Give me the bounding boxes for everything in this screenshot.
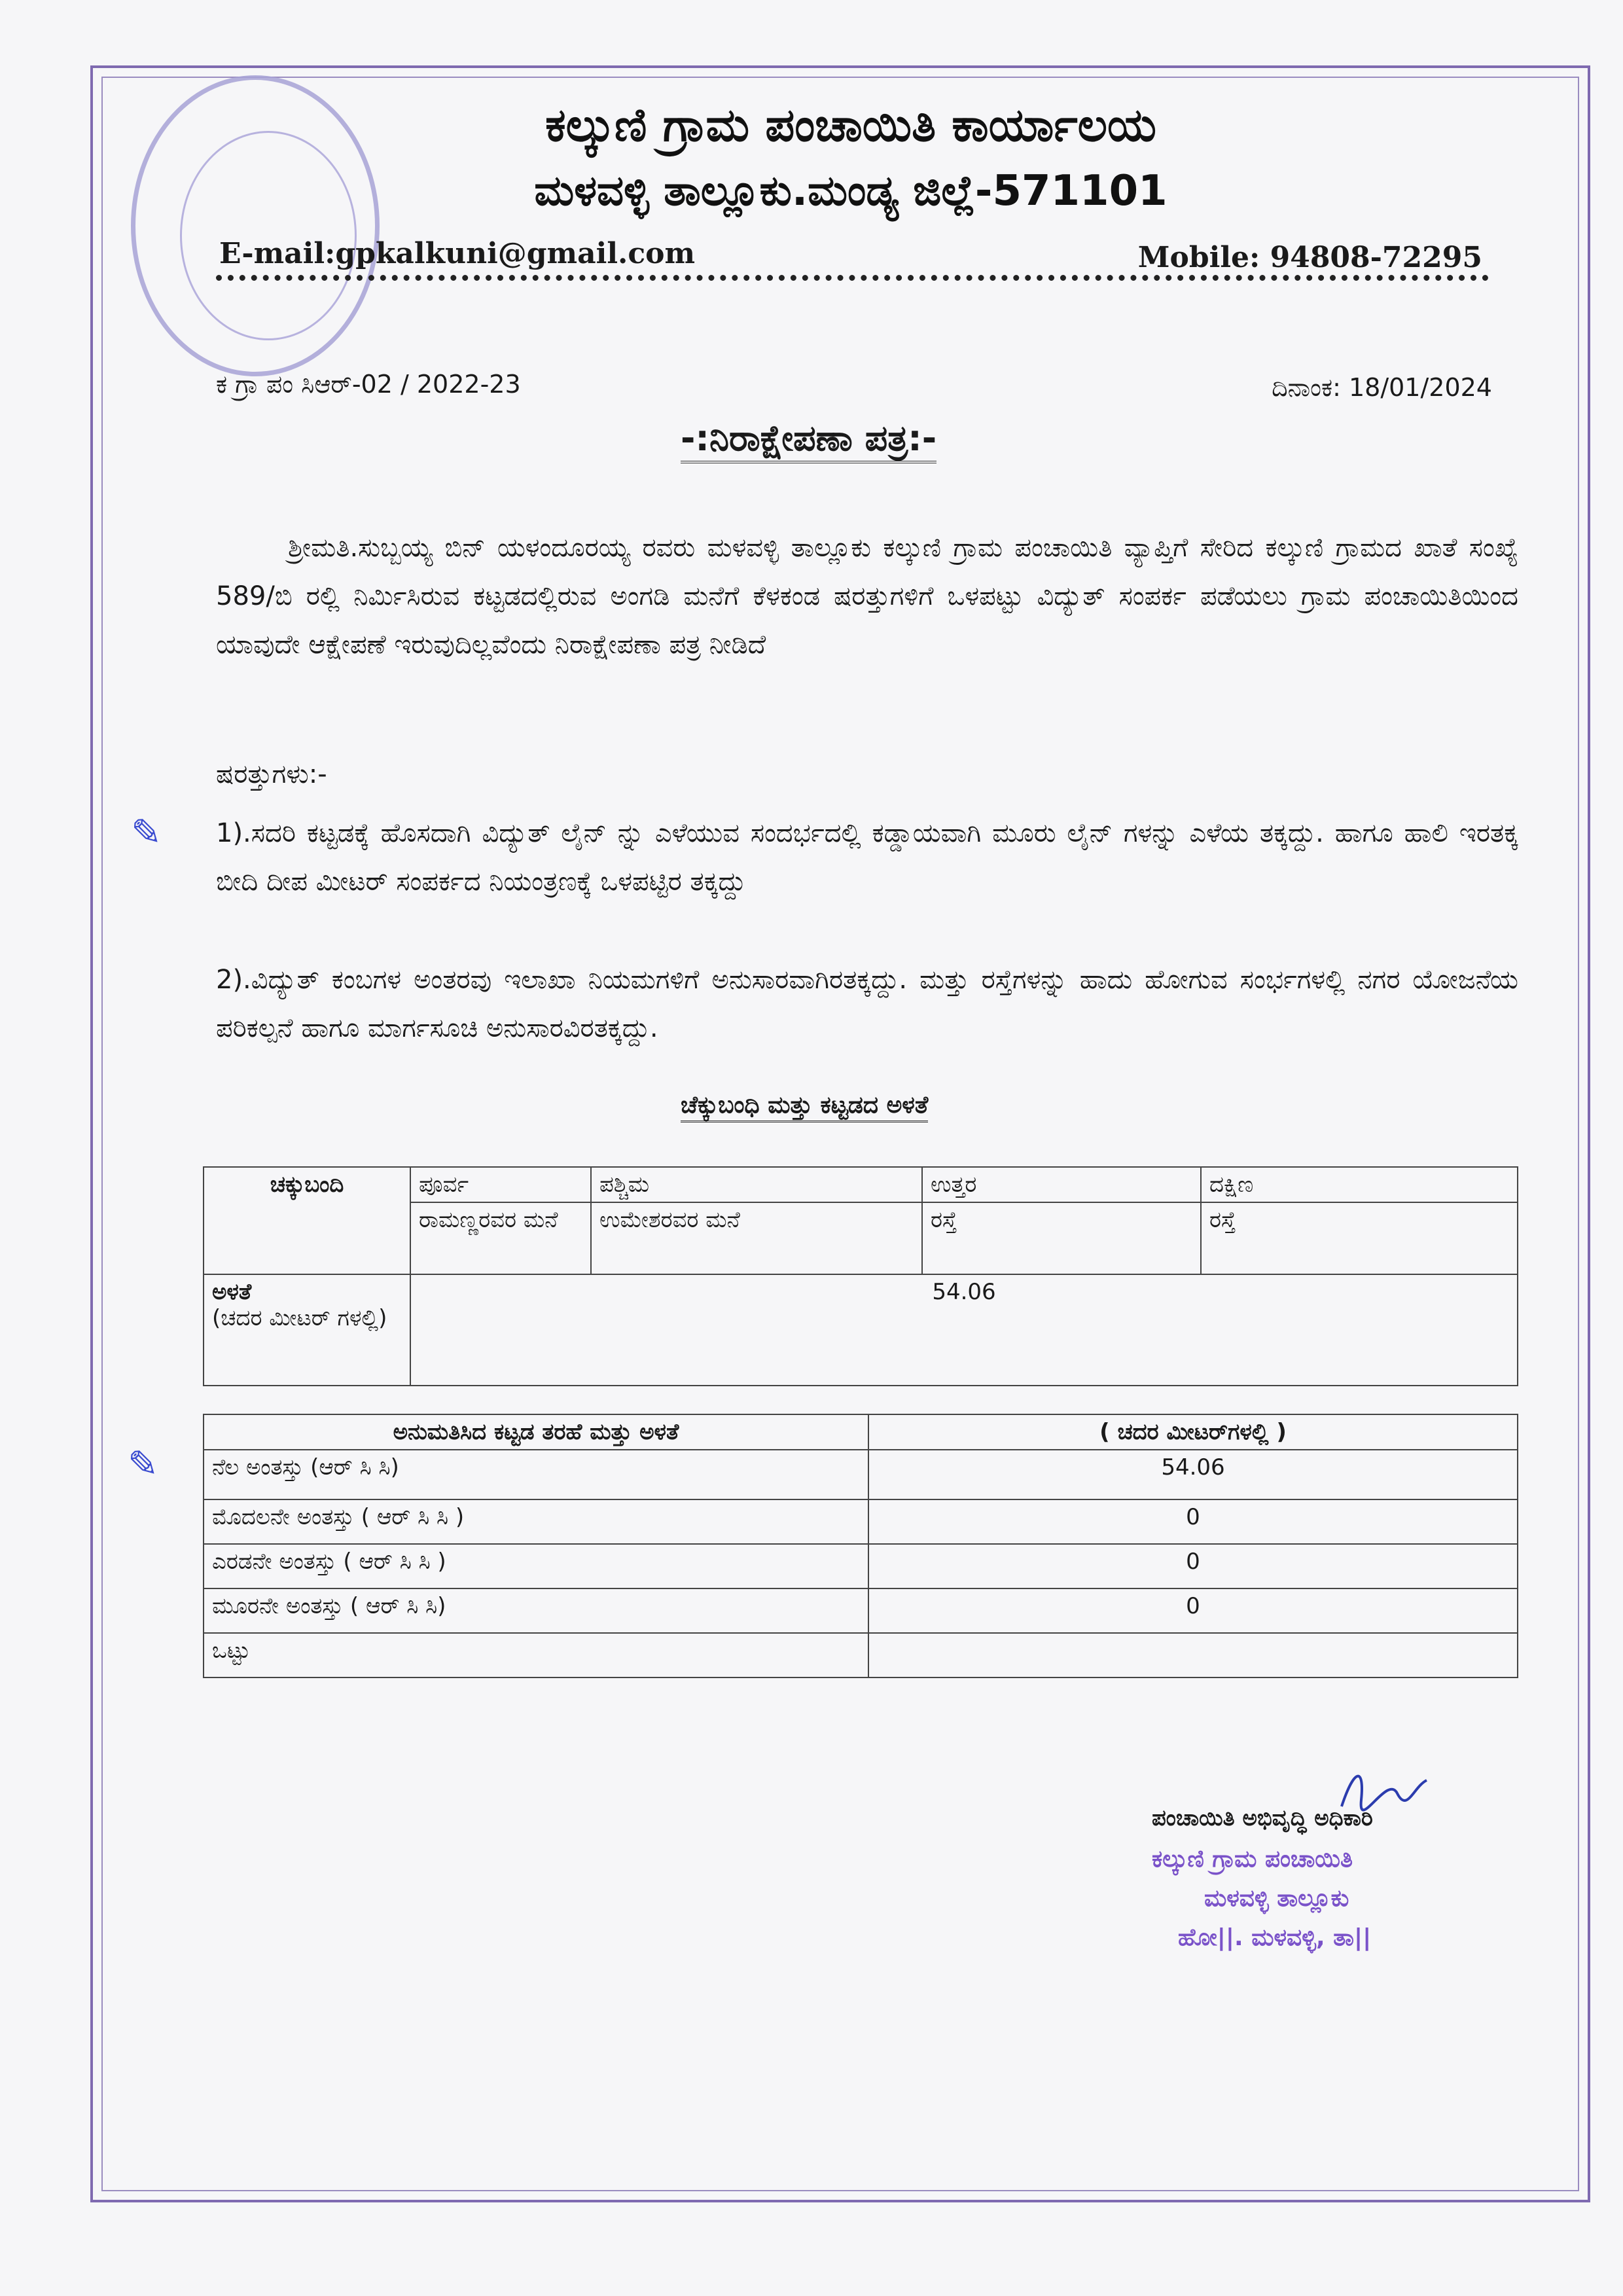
floor-label-total: ಒಟ್ಟು	[204, 1633, 868, 1677]
mobile: Mobile: 94808-72295	[1137, 241, 1482, 274]
header-divider	[216, 275, 1489, 281]
stamp-line-3: ಹೋ||. ಮಳವಳ್ಳಿ, ತಾ||	[1178, 1924, 1372, 1951]
boundary-west-value: ಉಮೇಶರವರ ಮನೆ	[591, 1202, 922, 1274]
boundary-label: ಚಕ್ಕುಬಂದಿ	[204, 1167, 410, 1274]
direction-east: ಪೂರ್ವ	[410, 1167, 591, 1202]
office-name: ಕಲ್ಕುಣಿ ಗ್ರಾಮ ಪಂಚಾಯಿತಿ ಕಾರ್ಯಾಲಯ	[545, 98, 1156, 152]
letter-date: ದಿನಾಂಕ: 18/01/2024	[1272, 373, 1492, 402]
floor-value-second: 0	[868, 1544, 1518, 1588]
email: E-mail:gpkalkuni@gmail.com	[219, 237, 696, 270]
signatory-designation: ಪಂಚಾಯಿತಿ ಅಭಿವೃದ್ಧಿ ಅಧಿಕಾರಿ	[1152, 1805, 1373, 1831]
office-address: ಮಳವಳ್ಳಿ ತಾಲ್ಲೂಕು.ಮಂಡ್ಯ ಜಿಲ್ಲೆ-571101	[534, 167, 1168, 215]
boundary-table	[203, 1166, 1518, 1386]
boundary-north-value: ರಸ್ತೆ	[922, 1202, 1201, 1274]
floor-table	[203, 1414, 1518, 1678]
pen-mark: ✎	[131, 812, 162, 854]
floor-table-header-right: ( ಚದರ ಮೀಟರ್‌ಗಳಲ್ಲಿ )	[868, 1414, 1518, 1450]
floor-value-total	[868, 1633, 1518, 1677]
document-title: -:ನಿರಾಕ್ಷೇಪಣಾ ಪತ್ರ:-	[681, 418, 936, 463]
floor-value-third: 0	[868, 1588, 1518, 1633]
reference-number: ಕ ಗ್ರಾ ಪಂ ಸಿಆರ್-02 / 2022-23	[216, 370, 521, 399]
body-paragraph: ಶ್ರೀಮತಿ.ಸುಬ್ಬಯ್ಯ ಬಿನ್ ಯಳಂದೂರಯ್ಯ ರವರು ಮಳವಳ್ಳಿ ತಾಲ್ಲೂಕು ಕಲ್ಕುಣಿ ಗ್ರಾಮ ಪಂಚಾಯಿತಿ ವ್ಯಾಪ್ತಿಗೆ ಸೇರಿದ ಕಲ್ಕುಣಿ ಗ್ರಾಮದ ಖಾತೆ ಸಂಖ್ಯೆ 589/ಬಿ ರಲ್ಲಿ ನಿರ್ಮಿಸಿರುವ ಕಟ್ಟಡದಲ್ಲಿರುವ ಅಂಗಡಿ ಮನೆಗೆ ಕೆಳಕಂಡ ಷರತ್ತುಗಳಿಗೆ ಒಳಪಟ್ಟು ವಿದ್ಯುತ್ ಸಂಪರ್ಕ ಪಡೆಯಲು ಗ್ರಾಮ ಪಂಚಾಯಿತಿಯಿಂದ ಯಾವುದೇ ಆಕ್ಷೇಪಣೆ ಇರುವುದಿಲ್ಲವೆಂದು ನಿರಾಕ್ಷೇಪಣಾ ಪತ್ರ ನೀಡಿದೆ	[216, 533, 1518, 660]
direction-north: ಉತ್ತರ	[922, 1167, 1201, 1202]
boundary-section-title: ಚೆಕ್ಕುಬಂಧಿ ಮತ್ತು ಕಟ್ಟಡದ ಅಳತೆ	[681, 1092, 928, 1122]
boundary-south-value: ರಸ್ತೆ	[1201, 1202, 1518, 1274]
floor-value-ground: 54.06	[868, 1450, 1518, 1499]
direction-west: ಪಶ್ಚಿಮ	[591, 1167, 922, 1202]
floor-label-first: ಮೊದಲನೇ ಅಂತಸ್ತು ( ಆರ್ ಸಿ ಸಿ )	[204, 1499, 868, 1544]
floor-label-third: ಮೂರನೇ ಅಂತಸ್ತು ( ಆರ್ ಸಿ ಸಿ)	[204, 1588, 868, 1633]
measure-unit: (ಚದರ ಮೀಟರ್ ಗಳಲ್ಲಿ)	[212, 1305, 387, 1331]
boundary-east-value: ರಾಮಣ್ಣರವರ ಮನೆ	[410, 1202, 591, 1274]
measure-label-cell	[204, 1274, 410, 1386]
condition-1: 1).ಸದರಿ ಕಟ್ಟಡಕ್ಕೆ ಹೊಸದಾಗಿ ವಿದ್ಯುತ್ ಲೈನ್ ನ್ನು ಎಳೆಯುವ ಸಂದರ್ಭದಲ್ಲಿ ಕಡ್ಡಾಯವಾಗಿ ಮೂರು ಲೈನ್ ಗಳನ್ನು ಎಳೆಯ ತಕ್ಕದ್ದು. ಹಾಗೂ ಹಾಲಿ ಇರತಕ್ಕ ಬೀದಿ ದೀಪ ಮೀಟರ್ ಸಂಪರ್ಕದ ನಿಯಂತ್ರಣಕ್ಕೆ ಒಳಪಟ್ಟಿರ ತಕ್ಕದ್ದು	[216, 818, 1518, 897]
floor-label-ground: ನೆಲ ಅಂತಸ್ತು (ಆರ್ ಸಿ ಸಿ)	[204, 1450, 868, 1499]
floor-label-second: ಎರಡನೇ ಅಂತಸ್ತು ( ಆರ್ ಸಿ ಸಿ )	[204, 1544, 868, 1588]
conditions-heading: ಷರತ್ತುಗಳು:-	[216, 759, 327, 789]
stamp-line-1: ಕಲ್ಕುಣಿ ಗ್ರಾಮ ಪಂಚಾಯಿತಿ	[1152, 1846, 1353, 1873]
stamp-line-2: ಮಳವಳ್ಳಿ ತಾಲ್ಲೂಕು	[1204, 1885, 1349, 1912]
pen-mark-2: ✎	[128, 1443, 158, 1486]
floor-value-first: 0	[868, 1499, 1518, 1544]
direction-south: ದಕ್ಷಿಣ	[1201, 1167, 1518, 1202]
office-seal-inner	[180, 131, 357, 340]
condition-2: 2).ವಿದ್ಯುತ್ ಕಂಬಗಳ ಅಂತರವು ಇಲಾಖಾ ನಿಯಮಗಳಿಗೆ ಅನುಸಾರವಾಗಿರತಕ್ಕದ್ದು. ಮತ್ತು ರಸ್ತೆಗಳನ್ನು ಹಾದು ಹೋಗುವ ಸಂರ್ಭಗಳಲ್ಲಿ ನಗರ ಯೋಜನೆಯ ಪರಿಕಲ್ಪನೆ ಹಾಗೂ ಮಾರ್ಗಸೂಚಿ ಅನುಸಾರವಿರತಕ್ಕದ್ದು.	[216, 965, 1518, 1043]
floor-table-header-left: ಅನುಮತಿಸಿದ ಕಟ್ಟಡ ತರಹೆ ಮತ್ತು ಅಳತೆ	[204, 1414, 868, 1450]
measure-label: ಅಳತೆ	[212, 1279, 252, 1305]
measure-value: 54.06	[410, 1274, 1518, 1386]
